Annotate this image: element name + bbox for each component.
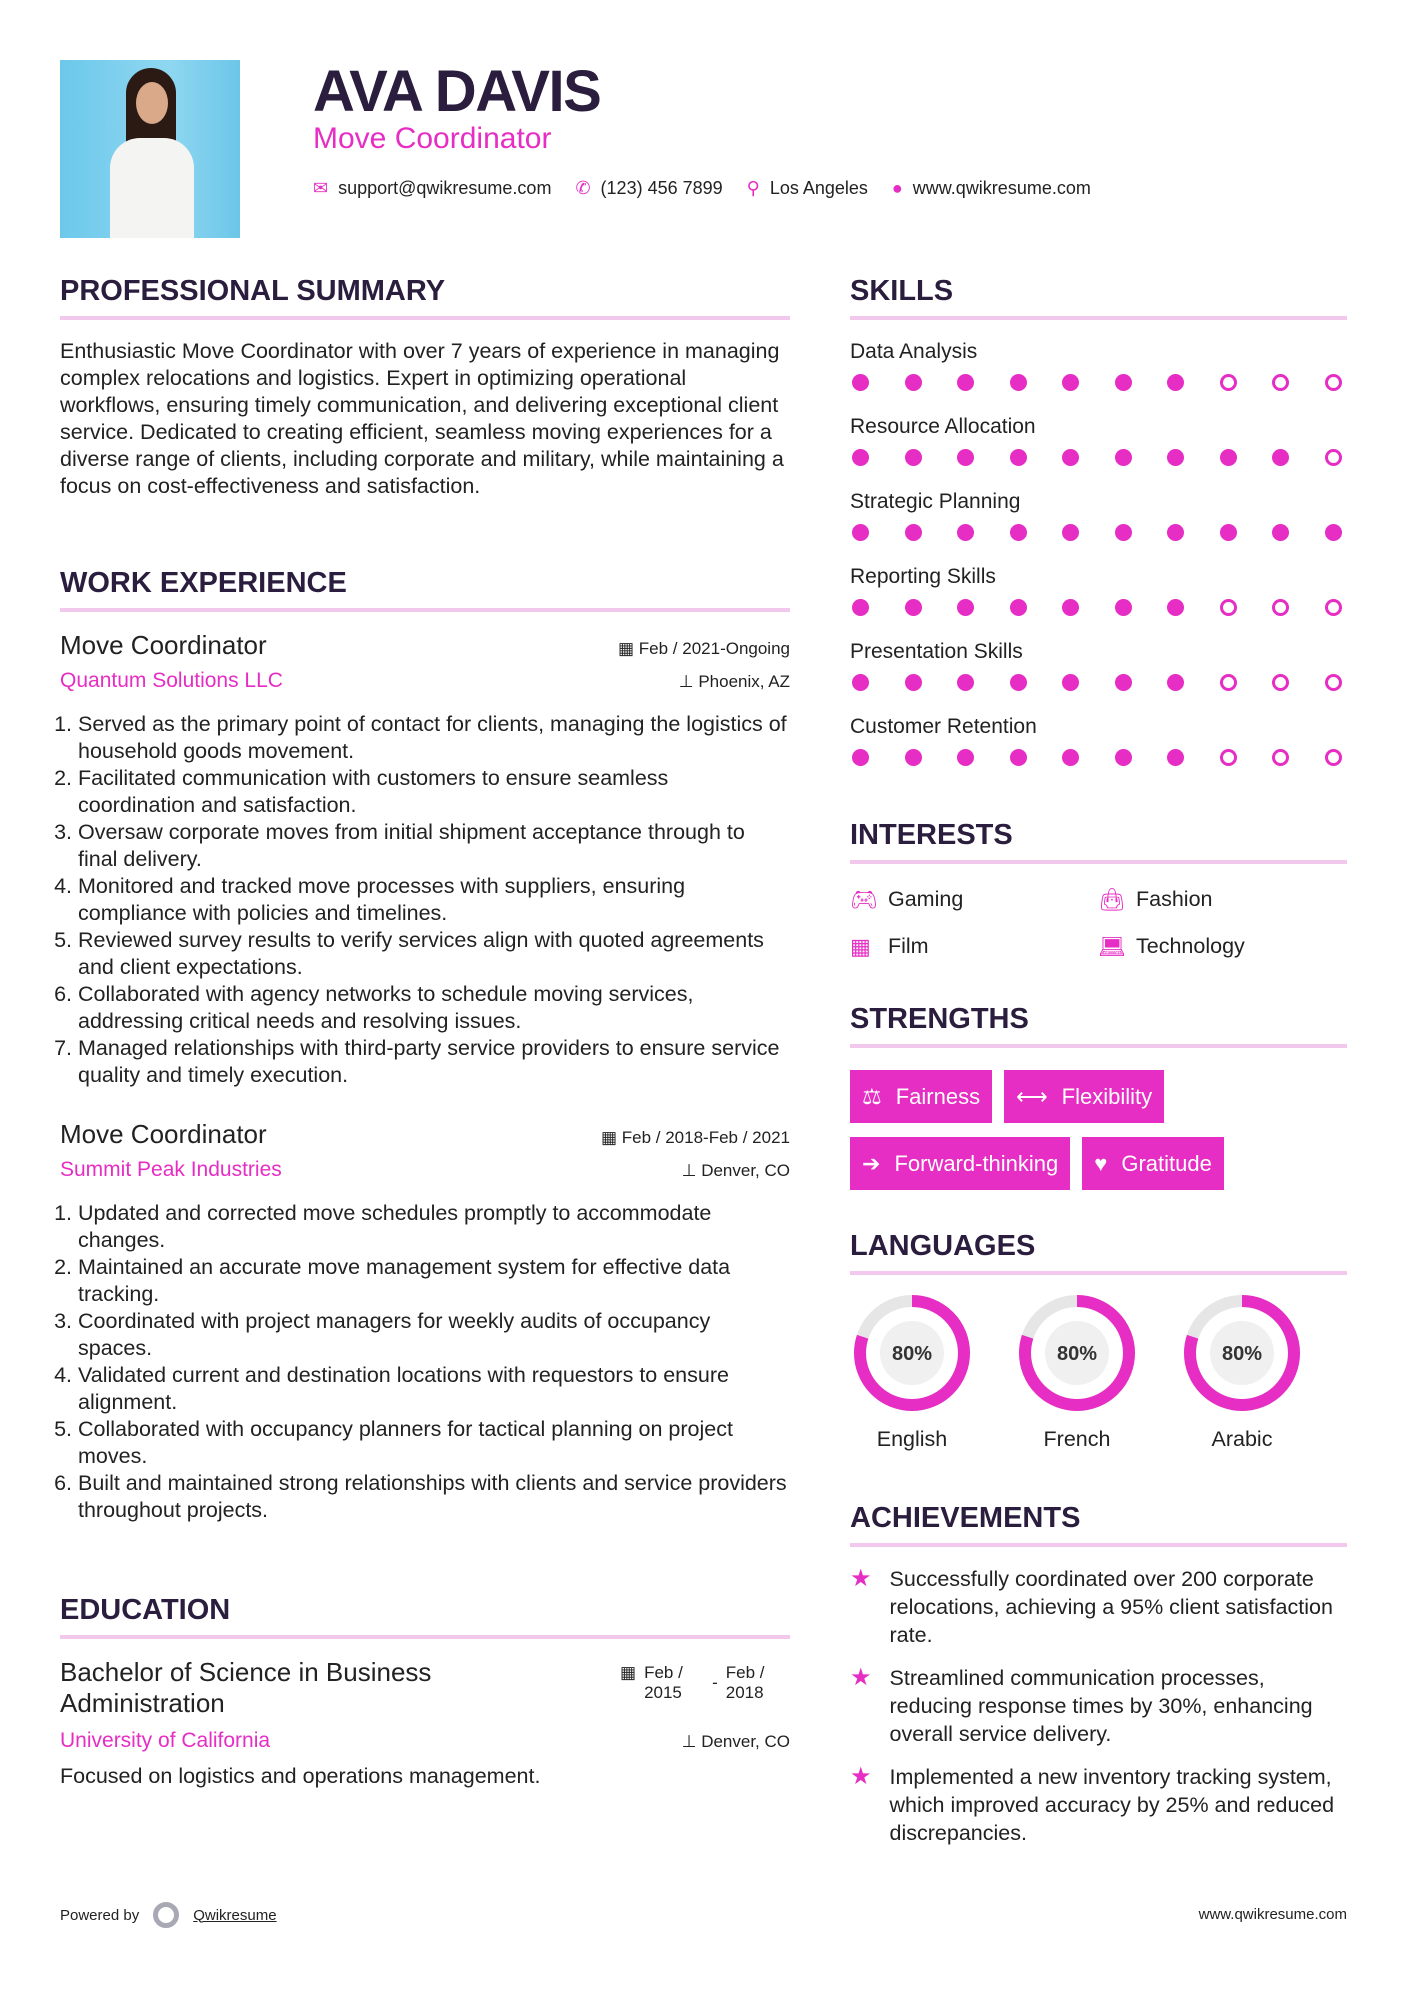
skill-name: Resource Allocation: [850, 415, 1036, 438]
bullet-item: 5. Collaborated with occupancy planners for tactical planning on project moves.: [78, 1416, 790, 1470]
rating-dot-filled: [957, 449, 974, 466]
location-text: Phoenix, AZ: [698, 672, 790, 691]
skill-name: Customer Retention: [850, 715, 1037, 738]
arrow-right-icon: ➔: [862, 1150, 881, 1176]
job-entry: [60, 630, 790, 1089]
skill-rating: [852, 524, 1342, 541]
job-title: Move Coordinator: [60, 1119, 267, 1149]
rating-dot-filled: [1220, 524, 1237, 541]
contact-location: Los Angeles: [769, 178, 868, 198]
rating-dot-empty: [1220, 749, 1237, 766]
languages-section: [850, 1230, 1347, 1452]
education-dates: [620, 1663, 790, 1719]
rating-dot-filled: [1220, 449, 1237, 466]
skill-rating: [852, 749, 1342, 766]
shopping-bag-icon: 👜︎: [1098, 886, 1126, 912]
rating-dot-filled: [1062, 524, 1079, 541]
contact-website[interactable]: www.qwikresume.com: [912, 178, 1091, 198]
rating-dot-filled: [957, 749, 974, 766]
language-name: English: [876, 1427, 948, 1451]
rating-dot-filled: [1062, 599, 1079, 616]
rating-dot-filled: [1325, 524, 1342, 541]
rating-dot-filled: [1272, 524, 1289, 541]
section-heading: SKILLS: [850, 275, 1347, 320]
achievement-text: Successfully coordinated over 200 corporate relocations, achieving a 95% client satisfaction rate.: [889, 1567, 1333, 1647]
skill-name: Presentation Skills: [850, 640, 1023, 663]
calendar-icon: ▦: [600, 1128, 622, 1147]
rating-dot-filled: [852, 749, 869, 766]
balance-scale-icon: ⚖: [862, 1083, 882, 1109]
date-separator: -: [712, 1673, 718, 1692]
rating-dot-filled: [1115, 749, 1132, 766]
rating-dot-filled: [1115, 449, 1132, 466]
skill-item: [850, 565, 1347, 640]
rating-dot-empty: [1325, 374, 1342, 391]
interest-label: Technology: [1136, 934, 1245, 958]
skill-rating: [852, 674, 1342, 691]
skill-item: [850, 490, 1347, 565]
strength-label: Flexibility: [1061, 1083, 1153, 1109]
bullet-item: 1. Served as the primary point of contact for clients, managing the logistics of household goods movement.: [78, 711, 790, 765]
work-section: [60, 567, 790, 1524]
section-heading: LANGUAGES: [850, 1230, 1347, 1275]
job-location: [682, 1161, 790, 1181]
bullet-item: 5. Reviewed survey results to verify services align with quoted agreements and client expectations.: [78, 927, 790, 981]
strength-label: Gratitude: [1121, 1150, 1212, 1176]
rating-dot-filled: [852, 599, 869, 616]
rating-dot-filled: [957, 374, 974, 391]
arrows-h-icon: ⟷: [1016, 1083, 1048, 1109]
bullet-item: 1. Updated and corrected move schedules promptly to accommodate changes.: [78, 1200, 790, 1254]
rating-dot-empty: [1325, 749, 1342, 766]
bullet-item: 2. Maintained an accurate move management system for effective data tracking.: [78, 1254, 790, 1308]
rating-dot-filled: [1010, 374, 1027, 391]
language-progress-ring: [852, 1293, 972, 1413]
rating-dot-filled: [905, 674, 922, 691]
language-percent: 80%: [1056, 1343, 1098, 1365]
contact-phone: (123) 456 7899: [600, 178, 723, 198]
calendar-icon: ▦: [620, 1663, 637, 1682]
interest-label: Fashion: [1136, 887, 1213, 911]
contact-bar: [313, 178, 1091, 199]
pushpin-icon: ⊥: [681, 1161, 702, 1180]
rating-dot-filled: [905, 524, 922, 541]
rating-dot-filled: [1062, 749, 1079, 766]
rating-dot-filled: [1167, 374, 1184, 391]
powered-by-text: Powered by: [60, 1906, 140, 1924]
strengths-section: [850, 1003, 1347, 1204]
section-heading: STRENGTHS: [850, 1003, 1347, 1048]
star-icon: ★: [850, 1664, 872, 1691]
rating-dot-filled: [1010, 524, 1027, 541]
rating-dot-filled: [1167, 449, 1184, 466]
rating-dot-filled: [957, 524, 974, 541]
job-entry: [60, 1119, 790, 1524]
school: University of California: [60, 1729, 271, 1752]
rating-dot-filled: [852, 374, 869, 391]
degree: Bachelor of Science in Business Administration: [60, 1657, 432, 1718]
film-icon: ▦: [850, 933, 871, 959]
language-item: [852, 1293, 972, 1452]
date-text: Feb / 2021-Ongoing: [638, 639, 790, 658]
rating-dot-filled: [1115, 599, 1132, 616]
location-text: Denver, CO: [701, 1732, 790, 1751]
rating-dot-empty: [1220, 674, 1237, 691]
company-name: Summit Peak Industries: [60, 1158, 282, 1181]
education-location: ⊥ Denver, CO: [681, 1732, 790, 1751]
rating-dot-empty: [1325, 674, 1342, 691]
bullet-item: 2. Facilitated communication with customers to ensure seamless coordination and satisfaction.: [78, 765, 790, 819]
bullet-item: 7. Managed relationships with third-party service providers to ensure service quality and timely execution.: [78, 1035, 790, 1089]
interest-item: [850, 923, 1098, 970]
envelope-icon: ✉: [313, 178, 329, 198]
candidate-title: Move Coordinator: [313, 122, 552, 155]
job-bullets: [60, 711, 790, 1089]
section-heading: ACHIEVEMENTS: [850, 1502, 1347, 1547]
star-icon: ★: [850, 1763, 872, 1790]
interest-item: [1098, 923, 1346, 970]
rating-dot-empty: [1272, 749, 1289, 766]
summary-text: Enthusiastic Move Coordinator with over 7 years of experience in managing complex relocations and logistics. Expert in optimizing operational workflows, ensuring timely communication, and delivering exceptional client service. Dedicated to creating efficient, seamless moving experiences for a diverse range of clients, including corporate and military, while maintaining a focus on cost-effectiveness and satisfaction.: [60, 339, 784, 498]
achievement-item: [850, 1664, 1347, 1748]
bullet-item: 3. Coordinated with project managers for weekly audits of occupancy spaces.: [78, 1308, 790, 1362]
rating-dot-empty: [1325, 449, 1342, 466]
achievement-item: [850, 1763, 1347, 1847]
summary-section: [60, 275, 790, 500]
rating-dot-filled: [1062, 449, 1079, 466]
job-title: Move Coordinator: [60, 630, 267, 660]
rating-dot-filled: [1167, 599, 1184, 616]
section-heading: WORK EXPERIENCE: [60, 567, 790, 612]
language-name: French: [1043, 1427, 1111, 1451]
rating-dot-filled: [1062, 674, 1079, 691]
interest-label: Film: [888, 934, 929, 958]
job-bullets: [60, 1200, 790, 1524]
achievement-item: [850, 1565, 1347, 1649]
skill-rating: [852, 374, 1342, 391]
skill-name: Strategic Planning: [850, 490, 1021, 513]
rating-dot-empty: [1220, 599, 1237, 616]
interests-section: [850, 819, 1347, 970]
language-percent: 80%: [891, 1343, 933, 1365]
skill-item: [850, 340, 1347, 415]
job-date: [618, 639, 790, 659]
strength-badge: [850, 1070, 992, 1123]
interest-label: Gaming: [888, 887, 964, 911]
rating-dot-filled: [1010, 449, 1027, 466]
strength-label: Forward-thinking: [894, 1150, 1059, 1176]
rating-dot-filled: [852, 524, 869, 541]
skill-item: [850, 415, 1347, 490]
rating-dot-filled: [905, 599, 922, 616]
strength-label: Fairness: [895, 1083, 981, 1109]
rating-dot-filled: [905, 749, 922, 766]
rating-dot-empty: [1272, 674, 1289, 691]
education-description: Focused on logistics and operations management.: [60, 1764, 541, 1788]
footer-powered: [60, 1902, 277, 1928]
rating-dot-filled: [852, 449, 869, 466]
phone-icon: ✆: [575, 178, 591, 198]
start-date: Feb / 2015: [644, 1663, 683, 1702]
section-heading: EDUCATION: [60, 1594, 790, 1639]
rating-dot-filled: [1062, 374, 1079, 391]
rating-dot-empty: [1272, 374, 1289, 391]
rating-dot-empty: [1220, 374, 1237, 391]
bullet-item: 6. Collaborated with agency networks to schedule moving services, addressing critical needs and resolving issues.: [78, 981, 790, 1035]
strength-badge: [1082, 1137, 1224, 1190]
language-item: [1182, 1293, 1302, 1452]
interest-item: [1098, 876, 1346, 923]
contact-email[interactable]: support@qwikresume.com: [338, 178, 552, 198]
achievements-section: [850, 1502, 1347, 1862]
section-heading: INTERESTS: [850, 819, 1347, 864]
rating-dot-filled: [957, 599, 974, 616]
profile-photo: [60, 60, 240, 238]
education-section: [60, 1594, 790, 1790]
footer-website[interactable]: www.qwikresume.com: [1198, 1906, 1347, 1923]
rating-dot-filled: [905, 449, 922, 466]
rating-dot-filled: [852, 674, 869, 691]
rating-dot-empty: [1272, 599, 1289, 616]
rating-dot-empty: [1325, 599, 1342, 616]
interest-item: [850, 876, 1098, 923]
rating-dot-filled: [957, 674, 974, 691]
achievement-text: Streamlined communication processes, reducing response times by 30%, enhancing overall service delivery.: [889, 1666, 1313, 1746]
skills-section: [850, 275, 1347, 790]
strength-badge: [850, 1137, 1070, 1190]
rating-dot-filled: [1115, 374, 1132, 391]
brand-link[interactable]: Qwikresume: [193, 1906, 277, 1924]
pushpin-icon: ⊥: [678, 672, 699, 691]
skill-item: [850, 715, 1347, 790]
bullet-item: 4. Validated current and destination locations with requestors to ensure alignment.: [78, 1362, 790, 1416]
skill-rating: [852, 449, 1342, 466]
skill-rating: [852, 599, 1342, 616]
globe-icon: ●: [891, 178, 903, 198]
language-percent: 80%: [1221, 1343, 1263, 1365]
star-icon: ★: [850, 1565, 872, 1592]
job-date: [601, 1128, 790, 1148]
skill-name: Data Analysis: [850, 340, 978, 363]
rating-dot-filled: [1115, 524, 1132, 541]
rating-dot-filled: [1272, 449, 1289, 466]
gamepad-icon: 🎮︎: [850, 886, 878, 912]
rating-dot-filled: [1115, 674, 1132, 691]
qwikresume-logo-icon: [153, 1902, 179, 1928]
bullet-item: 3. Oversaw corporate moves from initial shipment acceptance through to final delivery.: [78, 819, 790, 873]
map-marker-icon: ⚲: [746, 178, 760, 198]
rating-dot-filled: [1167, 749, 1184, 766]
language-progress-ring: [1017, 1293, 1137, 1413]
bullet-item: 6. Built and maintained strong relationships with clients and service providers throughout projects.: [78, 1470, 790, 1524]
rating-dot-filled: [1167, 674, 1184, 691]
skill-name: Reporting Skills: [850, 565, 996, 588]
job-location: [679, 672, 790, 692]
company-name: Quantum Solutions LLC: [60, 669, 283, 692]
bullet-item: 4. Monitored and tracked move processes with suppliers, ensuring compliance with policies and timelines.: [78, 873, 790, 927]
strength-badge: [1004, 1070, 1164, 1123]
date-text: Feb / 2018-Feb / 2021: [621, 1128, 790, 1147]
skill-item: [850, 640, 1347, 715]
rating-dot-filled: [905, 374, 922, 391]
language-name: Arabic: [1211, 1427, 1273, 1451]
achievement-text: Implemented a new inventory tracking system, which improved accuracy by 25% and reduced discrepancies.: [889, 1765, 1335, 1845]
location-text: Denver, CO: [701, 1161, 790, 1180]
rating-dot-filled: [1010, 674, 1027, 691]
rating-dot-filled: [1010, 599, 1027, 616]
candidate-name: AVA DAVIS: [313, 59, 601, 124]
end-date: Feb / 2018: [725, 1663, 765, 1702]
laptop-icon: 💻︎: [1098, 933, 1126, 959]
section-heading: PROFESSIONAL SUMMARY: [60, 275, 790, 320]
rating-dot-filled: [1167, 524, 1184, 541]
language-progress-ring: [1182, 1293, 1302, 1413]
calendar-icon: ▦: [617, 639, 639, 658]
rating-dot-filled: [1010, 749, 1027, 766]
heart-icon: ♥: [1094, 1150, 1108, 1176]
language-item: [1017, 1293, 1137, 1452]
